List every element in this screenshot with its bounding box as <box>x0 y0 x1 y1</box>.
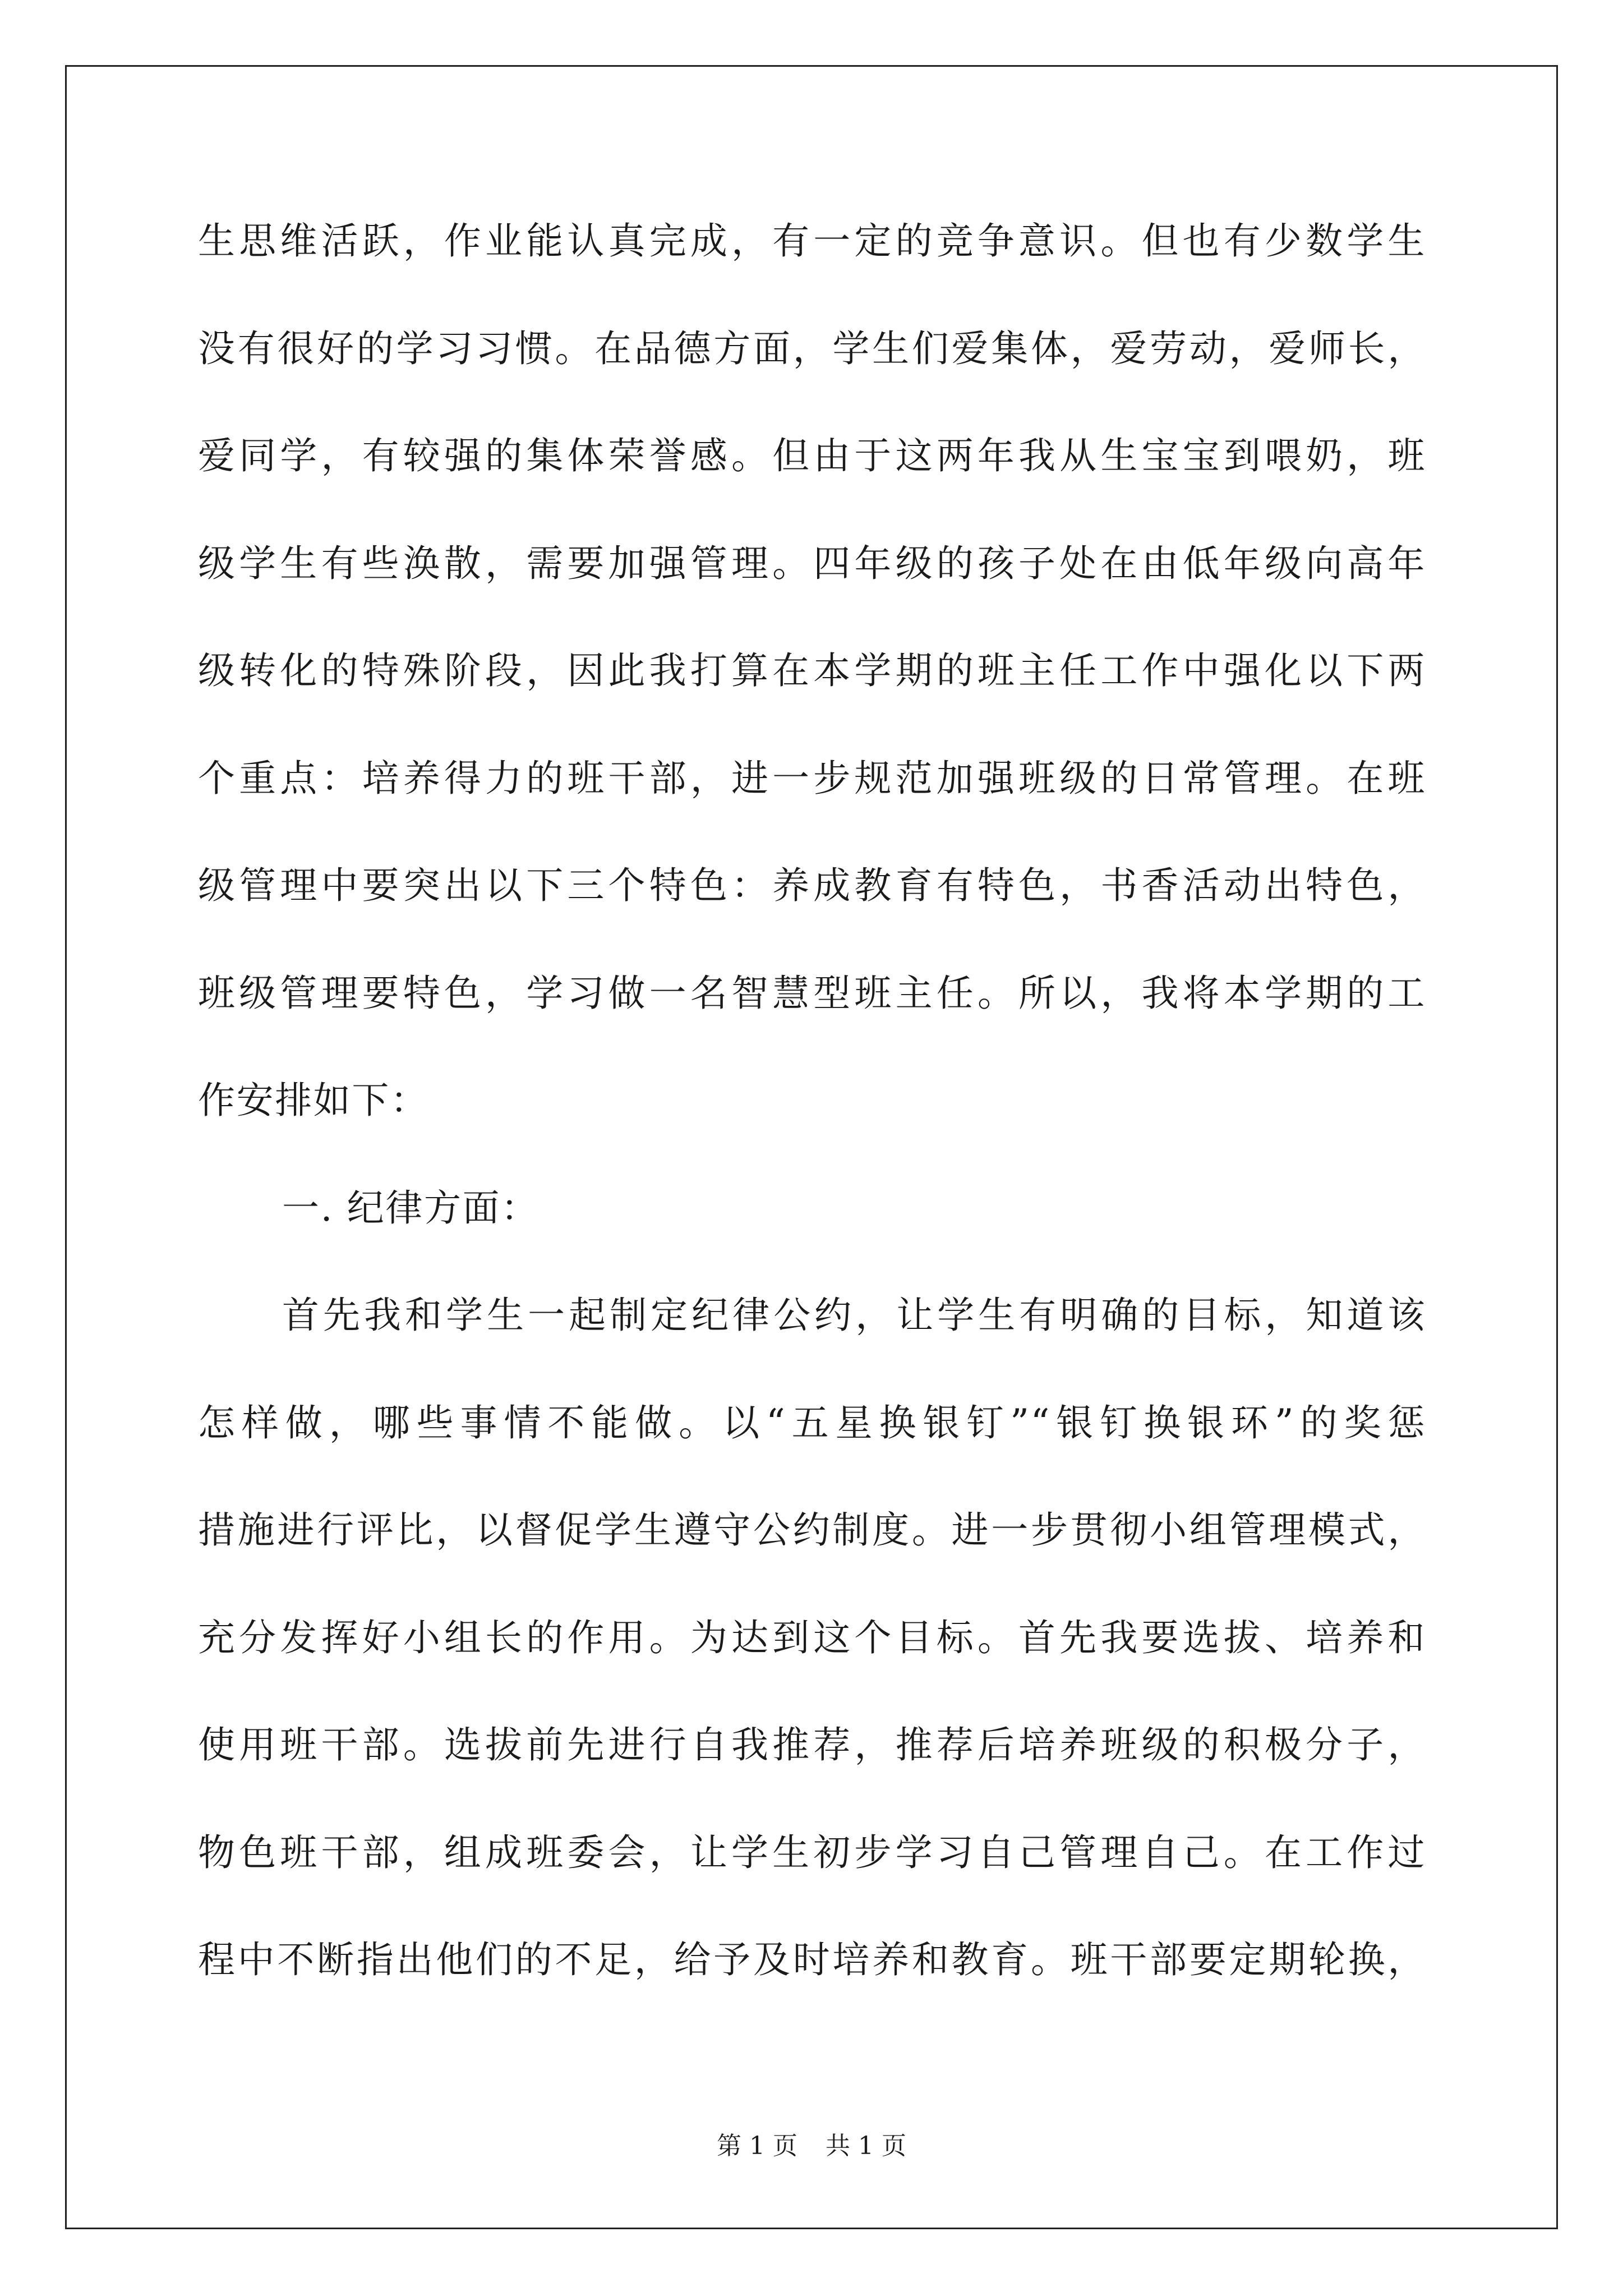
text-line: 班级管理要特色，学习做一名智慧型班主任。所以，我将本学期的工 <box>198 971 1426 1015</box>
text-line: 怎样做，哪些事情不能做。以“五星换银钉”“银钉换银环”的奖惩 <box>198 1401 1426 1444</box>
text-line: 没有很好的学习习惯。在品德方面，学生们爱集体，爱劳动，爱师长， <box>198 326 1426 370</box>
text-line: 物色班干部，组成班委会，让学生初步学习自己管理自己。在工作过 <box>198 1830 1426 1874</box>
document-body <box>198 213 1426 2040</box>
text-line: 级管理中要突出以下三个特色：养成教育有特色，书香活动出特色， <box>198 864 1426 907</box>
page-number: 第 1 页 <box>717 2132 797 2160</box>
text-line: 级学生有些涣散，需要加强管理。四年级的孩子处在由低年级向高年 <box>198 541 1426 585</box>
page-total: 共 1 页 <box>826 2132 906 2160</box>
text-line: 生思维活跃，作业能认真完成，有一定的竞争意识。但也有少数学生 <box>198 219 1426 263</box>
page-footer <box>0 2129 1623 2163</box>
text-line: 首先我和学生一起制定纪律公约，让学生有明确的目标，知道该 <box>282 1294 1426 1337</box>
text-line: 爱同学，有较强的集体荣誉感。但由于这两年我从生宝宝到喂奶，班 <box>198 434 1426 477</box>
text-line: 使用班干部。选拔前先进行自我推荐，推荐后培养班级的积极分子， <box>198 1723 1426 1766</box>
text-line: 个重点：培养得力的班干部，进一步规范加强班级的日常管理。在班 <box>198 756 1426 800</box>
text-line: 作安排如下： <box>198 1079 429 1122</box>
text-line: 程中不断指出他们的不足，给予及时培养和教育。班干部要定期轮换， <box>198 1938 1426 1981</box>
text-line: 措施进行评比，以督促学生遵守公约制度。进一步贯彻小组管理模式， <box>198 1508 1426 1552</box>
section-heading: 一. 纪律方面： <box>282 1186 540 1230</box>
text-line: 充分发挥好小组长的作用。为达到这个目标。首先我要选拔、培养和 <box>198 1616 1426 1659</box>
text-line: 级转化的特殊阶段，因此我打算在本学期的班主任工作中强化以下两 <box>198 649 1426 692</box>
